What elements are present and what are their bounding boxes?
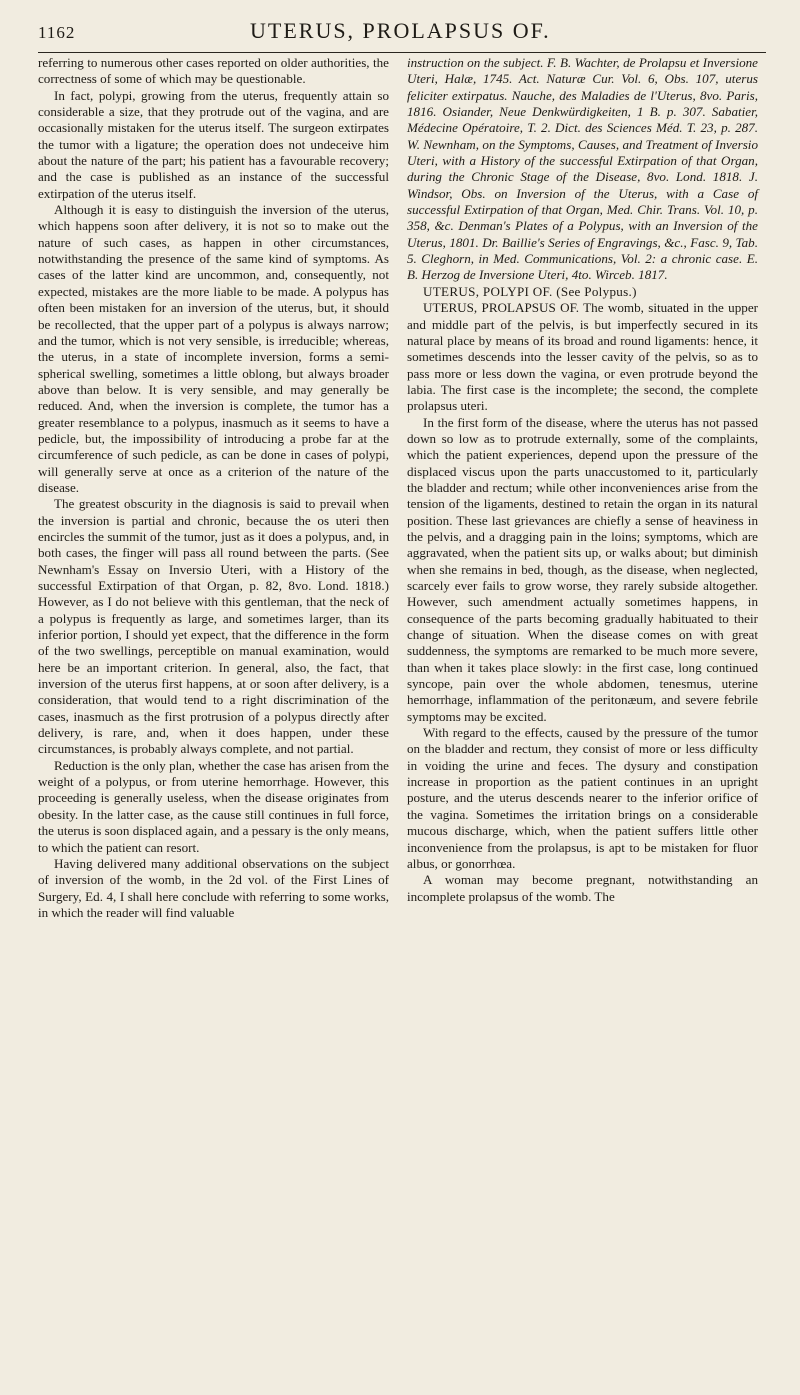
paragraph-diagnosis-obscurity: The greatest obscurity in the diagnosis is said to prevail when the inversion is partial and chronic, because the os uteri then encircles the summit of the tumor, just as it does a polypus, and, in both cases, the finger will pass all round between the parts. (See Newnham's Essay on Inversio Uteri, with a History of the successful Extirpation of that Organ, p. 82, 8vo. Lond. 1818.) However, as I do not believe with this gentleman, that the neck of a polypus is frequently as large, and sometimes larger, than its inferior portion, I should yet expect, that the difference in the form of the two swellings, perceptible on manual examination, would here be an important criterion. In general, also, the fact, that inversion of the uterus first happens, at or soon after delivery, is a consideration, that would tend to a right discrimination of the cases, inasmuch as the first protrusion of a polypus directly after delivery, is rare, and, when it does happen, under these circumstances, is probably always complete, and not partial. [38,496,389,757]
paragraph-pressure-effects: With regard to the effects, caused by the pressure of the tumor on the bladder and rectum, they consist of more or less difficulty in voiding the urine and feces. The dysury and constipation increase in proportion as the patient continues in an upright posture, and the uterus descends nearer to the inferior orifice of the vagina. Sometimes the irritation brings on a considerable mucous discharge, which, when the patient suffers little other inconvenience from the prolapsus, is apt to be mistaken for fluor albus, or gonorrhœa. [407,725,758,871]
paragraph-pregnancy: A woman may become pregnant, notwithstanding an incomplete prolapsus of the womb. The [407,872,758,904]
entry-uterus-polypi: UTERUS, POLYPI OF. (See Polypus.) [423,283,637,299]
entry-uterus-prolapsus: UTERUS, PROLAPSUS OF. The womb, situated in the upper and middle part of the pelvis, is but imperfectly secured in its natural place by means of its broad and round ligaments: hence, it sometimes descends into the lesser cavity of the pelvis, so as to pass more or less down the vagina, or even protrude beyond the labia. The first case is the incomplete; the second, the complete prolapsus uteri. [407,300,758,414]
page-number: 1162 [38,23,76,42]
paragraph-continuation: referring to numerous other cases reported on older authorities, the correctness of some of which may be questionable. [38,55,389,87]
text-columns [38,55,766,921]
running-head: UTERUS, PROLAPSUS OF. [250,18,551,43]
paragraph-polypi-mistaken: In fact, polypi, growing from the uterus, frequently attain so considerable a size, that they protrude out of the vagina, and are occasionally mistaken for the uterus itself. The surgeon extirpates the tumor with a ligature; the operation does not undeceive him about the nature of the part; his patient has a favourable recovery; and the case is published as an instance of the successful extirpation of the uterus itself. [38,87,389,201]
paragraph-distinguish-inversion: Although it is easy to distinguish the inversion of the uterus, which happens soon after delivery, it is not so to make out the nature of such cases, as happen in other circumstances, notwithstanding the presence of the same kind of symptoms. As cases of the latter kind are uncommon, and, consequently, not expected, mistakes are the more liable to be made. A polypus has often been mistaken for an inversion of the uterus, but, it should be recollected, that the upper part of a polypus is always narrow; and the tumor, which is not very sensible, is irreducible; whereas, the uterus, in a state of incomplete inversion, forms a semi-spherical swelling, sometimes a little oblong, but always broader above than below. It is very sensible, and may generally be reduced. And, when the inversion is complete, the tumor has a greater resemblance to a polypus, inasmuch as it seems to have a pedicle, but, the impossibility of introducing a probe far at the circumference of such pedicle, as can be done in cases of polypi, will generally serve at once as a criterion of the nature of the disease. [38,202,389,495]
paragraph-conclusion: Having delivered many additional observations on the subject of inversion of the womb, in the 2d vol. of the First Lines of Surgery, Ed. 4, I shall here conclude with referring to some works, in which the reader will find valuable [38,855,389,920]
right-column [407,55,758,921]
paragraph-reduction: Reduction is the only plan, whether the case has arisen from the weight of a polypus, or from uterine hemorrhage. However, this proceeding is generally useless, when the disease originates from obesity. In the latter case, as the cause still continues in full force, the uterus is soon displaced again, and a pessary is the only means, to which the patient can resort. [38,757,389,855]
paragraph-references: instruction on the subject. F. B. Wachter, de Prolapsu et Inversione Uteri, Halæ, 1745. Act. Naturæ Cur. Vol. 6, Obs. 107, uterus feliciter extirpatus. Nauche, des Maladies de l'Uterus, 8vo. Paris, 1816. Osiander, Neue Denkwürdigkeiten, 1 B. p. 307. Sabatier, Médecine Opératoire, T. 2. Dict. des Sciences Méd. T. 23, p. 287. W. Newnham, on the Symptoms, Causes, and Treatment of Inversio Uteri, with a History of the successful Extirpation of that Organ, during the Chronic Stage of the Disease, 8vo. Lond. 1818. J. Windsor, Obs. on Inversion of the Uterus, with a Case of successful Extirpation of that Organ, Med. Chir. Trans. Vol. 10, p. 358, &c. Denman's Plates of a Polypus, with an Inversion of the Uterus, 1801. Dr. Baillie's Series of Engravings, &c., Fasc. 9, Tab. 5. Cleghorn, in Med. Communications, Vol. 2: a chronic case. E. B. Herzog de Inversione Uteri, 4to. Wirceb. 1817. [407,55,758,283]
page-header [38,18,766,53]
paragraph-first-form: In the first form of the disease, where the uterus has not passed down so low as to protrude externally, some of the complaints, which the patient experiences, depend upon the pressure of the displaced viscus upon the parts unaccustomed to it, particularly the bladder and rectum; while other inconveniences arise from the tension of the ligaments, destined to retain the organ in its natural position. These last grievances are chiefly a sense of heaviness in the pelvis, and a dragging pain in the loins; symptoms, which are aggravated, when the patient sits up, or walks about; but diminish when she remains in bed, though, as the disease, when neglected, scarcely ever fails to grow worse, they rarely subside altogether. However, such amendment actually sometimes happens, in consequence of the parts becoming gradually habituated to their change of situation. When the disease comes on with great suddenness, the symptoms are remarked to be much more severe, than when it takes place slowly: in the first case, long continued syncope, pain over the whole abdomen, tenesmus, uterine hemorrhage, inflammation of the peritonæum, and severe febrile symptoms may be excited. [407,414,758,724]
left-column [38,55,389,921]
